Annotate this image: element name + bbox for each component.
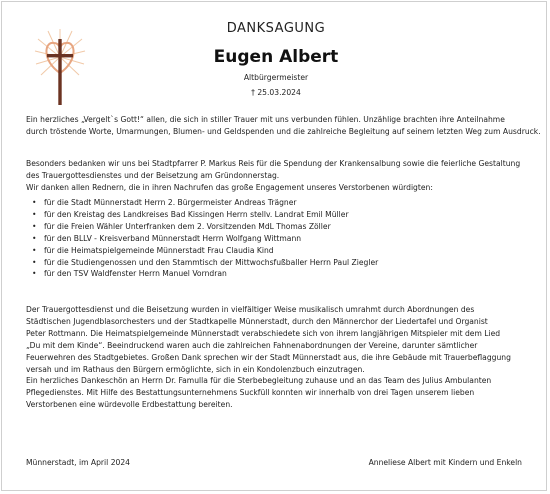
text-line: „Du mit dem Kinde“. Beeindruckend waren auch die zahlreichen Fahnenabordnungen der Vereine, darunter sämtlicher <box>26 340 478 350</box>
text-line: Wir danken allen Rednern, die in ihren Nachrufen das große Engagement unseres Verstorbenen würdigten: <box>26 182 433 192</box>
text-line: Feuerwehren des Stadtgebietes. Großen Dank sprechen wir der Stadt Münnerstadt aus, die ihre Gebäude mit Trauerbeflaggung <box>26 352 511 362</box>
text-line: des Trauergottesdienstes und der Beisetzung am Gründonnerstag. <box>26 170 280 180</box>
list-item: • für den Kreistag des Landkreises Bad Kissingen Herrn stellv. Landrat Emil Müller <box>32 209 378 221</box>
deceased-name: Eugen Albert <box>213 47 339 67</box>
list-item: • für den BLLV - Kreisverband Münnerstadt Herrn Wolfgang Wittmann <box>32 233 378 245</box>
text-line: Der Trauergottesdienst und die Beisetzung wurden in vielfältiger Weise musikalisch umrahmt durch Abordnungen des <box>26 305 475 314</box>
text-line: Verstorbenen eine würdevolle Erdbestattung bereiten. <box>26 400 233 410</box>
signature: Anneliese Albert mit Kindern und Enkeln <box>368 458 522 467</box>
intro-paragraph <box>26 114 541 138</box>
page-title: DANKSAGUNG <box>226 21 326 36</box>
speakers-list <box>32 197 378 280</box>
closing-paragraph <box>26 304 536 411</box>
list-item: • für die Heimatspielgemeinde Münnerstadt Frau Claudia Kind <box>32 245 378 257</box>
place-date: Münnerstadt, im April 2024 <box>26 458 131 467</box>
list-item: • für die Stadt Münnerstadt Herrn 2. Bürgermeister Andreas Trägner <box>32 197 378 209</box>
thanks-paragraph <box>26 158 531 194</box>
text-line: Städtischen Jugendblasorchesters und der Stadtkapelle Münnerstadt, durch den Männerchor der Liedertafel und Organist <box>26 316 488 326</box>
text-line: durch tröstende Worte, Umarmungen, Blumen- und Geldspenden und die zahlreiche Begleitung auf seinem letzten Weg zum Ausdruck. <box>26 126 541 136</box>
text-line: Ein herzliches „Vergelt`s Gott!“ allen, die sich in stiller Trauer mit uns verbunden fühlen. Unzählige brachten ihre Anteilnahme <box>26 115 505 124</box>
list-item: • für die Freien Wähler Unterfranken dem 2. Vorsitzenden MdL Thomas Zöller <box>32 221 378 233</box>
text-line: Besonders bedanken wir uns bei Stadtpfarrer P. Markus Reis für die Spendung der Krankensalbung sowie die feierliche Gestaltung <box>26 159 521 168</box>
obituary-card <box>1 1 547 491</box>
text-line: Pflegedienstes. Mit Hilfe des Bestattungsunternehmens Suckfüll konnten wir innerhalb von drei Tagen unserem lieben <box>26 388 475 398</box>
header <box>2 20 550 98</box>
list-item: • für die Studiengenossen und den Stammtisch der Mittwochsfußballer Herrn Paul Ziegler <box>32 257 378 269</box>
text-line: Ein herzliches Dankeschön an Herrn Dr. Famulla für die Sterbebegleitung zuhause und an das Team des Julius Ambulanten <box>26 376 492 386</box>
text-line: Peter Rottmann. Die Heimatspielgemeinde Münnerstadt verabschiedete sich von ihrem langjährigen Mitspieler mit dem Lied <box>26 328 501 338</box>
deceased-role: Altbürgermeister <box>243 73 309 82</box>
text-line: versah und im Rathaus den Bürgern ermöglichte, sich in ein Kondolenzbuch einzutragen. <box>26 364 365 374</box>
death-date: † 25.03.2024 <box>251 88 301 97</box>
list-item: • für den TSV Waldfenster Herrn Manuel Vorndran <box>32 268 378 280</box>
